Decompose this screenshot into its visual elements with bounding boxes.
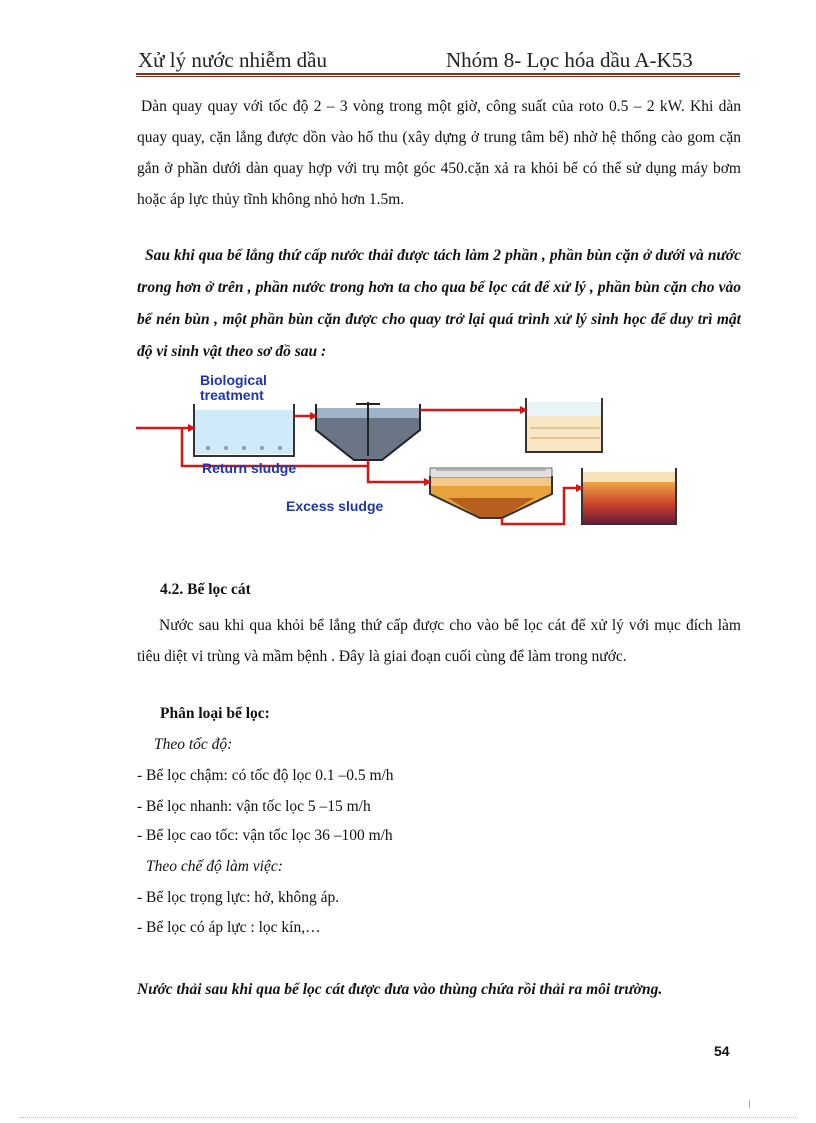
list-item: - Bể lọc chậm: có tốc độ lọc 0.1 –0.5 m/h xyxy=(137,767,394,784)
sand-filter-paragraph: Nước sau khi qua khỏi bể lắng thứ cấp được cho vào bể lọc cát để xử lý với mục đích làm tiêu diệt vi trùng và mầm bệnh . Đây là giai đoạn cuối cùng để làm trong nước. xyxy=(137,617,741,665)
sludge-thickener xyxy=(430,468,552,518)
secondary-settling-paragraph: Sau khi qua bể lắng thứ cấp nước thải được tách làm 2 phần , phần bùn cặn ở dưới và nước trong hơn ở trên , phần nước trong hơn ta cho qua bể lọc cát để xử lý , phần bùn cặn cho vào bể nén bùn , một phần bùn cặn được cho quay trở lại quá trình xử lý sinh học để duy trì mật độ vi sinh vật theo sơ đồ sau : xyxy=(137,247,741,360)
conclusion-paragraph: Nước thải sau khi qua bể lọc cát được đưa vào thùng chứa rồi thải ra môi trường. xyxy=(137,981,663,998)
biological-treatment-tank xyxy=(194,404,294,456)
header-rule-thin xyxy=(136,76,740,77)
page-bottom-border xyxy=(20,1117,796,1118)
list-item: - Bể lọc có áp lực : lọc kín,… xyxy=(137,919,321,936)
classification-heading: Phân loại bể lọc: xyxy=(160,705,270,722)
secondary-clarifier xyxy=(316,402,420,460)
header-left-title: Xử lý nước nhiễm dầu xyxy=(138,48,327,72)
section-heading: 4.2. Bể lọc cát xyxy=(160,581,251,598)
by-mode-heading: Theo chế độ làm việc: xyxy=(146,858,283,875)
list-item: - Bể lọc trọng lực: hở, không áp. xyxy=(137,889,340,906)
page-number: 54 xyxy=(714,1043,730,1059)
sludge-digester-tank xyxy=(582,468,676,524)
bio-label-line2: treatment xyxy=(200,387,264,403)
list-item: - Bể lọc nhanh: vận tốc lọc 5 –15 m/h xyxy=(137,798,371,815)
list-item: - Bể lọc cao tốc: vận tốc lọc 36 –100 m/h xyxy=(137,827,393,844)
clear-water-tank xyxy=(526,398,602,452)
header-right-title: Nhóm 8- Lọc hóa dầu A-K53 xyxy=(446,48,693,72)
header-rule xyxy=(136,73,740,75)
excess-sludge-label: Excess sludge xyxy=(286,498,384,514)
by-speed-heading: Theo tốc độ: xyxy=(154,736,233,753)
return-sludge-label: Return sludge xyxy=(202,460,297,476)
bio-label-line1: Biological xyxy=(200,372,267,388)
page-corner-mark xyxy=(749,1100,750,1108)
treatment-process-diagram xyxy=(130,372,730,532)
intro-paragraph: Dàn quay quay với tốc độ 2 – 3 vòng trong một giờ, công suất của roto 0.5 – 2 kW. Khi dàn quay quay, cặn lắng được dồn vào hố thu (xây dựng ở trung tâm bể) nhờ hệ thống cào gom cặn gắn ở phần dưới dàn quay hợp với trụ một góc 450.cặn xả ra khỏi bể có thể sử dụng máy bơm hoặc áp lực thủy tĩnh không nhỏ hơn 1.5m. xyxy=(137,98,741,208)
